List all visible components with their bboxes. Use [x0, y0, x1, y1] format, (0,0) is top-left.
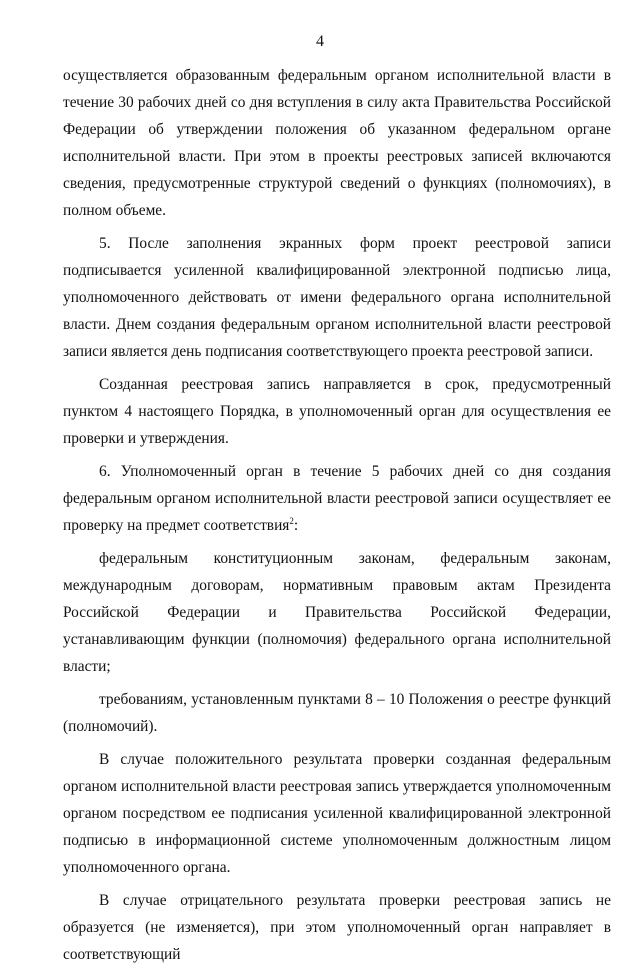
paragraph-item-5: 5. После заполнения экранных форм проект реестровой записи подписывается усиленной квалифицированной электронной подписью лица, уполномоченного действовать от имени федерального органа исполнительной власти. Днем создания федеральным органом исполнительной власти реестровой записи является день подписания соответствующего проекта реестровой записи.: [63, 235, 611, 360]
footnote-marker: 2: [289, 515, 294, 526]
paragraph-requirements: требованиям, установленным пунктами 8 – 10 Положения о реестре функций (полномочий).: [63, 691, 611, 735]
document-body: [63, 62, 611, 974]
paragraph-continuation: осуществляется образованным федеральным органом исполнительной власти в течение 30 рабочих дней со дня вступления в силу акта Правительства Российской Федерации об утверждении положения об указанном федеральном органе исполнительной власти. При этом в проекты реестровых записей включаются сведения, предусмотренные структурой сведений о функциях (полномочиях), в полном объеме.: [63, 67, 611, 219]
paragraph-item-6-colon: :: [293, 517, 299, 534]
paragraph-item-6: [63, 458, 611, 539]
paragraph-created-record: Созданная реестровая запись направляется в срок, предусмотренный пунктом 4 настоящего Порядка, в уполномоченный орган для осуществления ее проверки и утверждения.: [63, 376, 611, 447]
page-number: 4: [316, 33, 324, 50]
paragraph-positive-result: В случае положительного результата проверки созданная федеральным органом исполнительной власти реестровая запись утверждается уполномоченным органом посредством ее подписания усиленной квалифицированной электронной подписью в информационной системе уполномоченным должностным лицом уполномоченного органа.: [63, 751, 611, 876]
paragraph-negative-result: В случае отрицательного результата проверки реестровая запись не образуется (не изменяется), при этом уполномоченный орган направляет в соответствующий: [63, 892, 611, 963]
paragraph-item-6-text: 6. Уполномоченный орган в течение 5 рабочих дней со дня создания федеральным органом исполнительной власти реестровой записи осуществляет ее проверку на предмет соответствия: [63, 463, 611, 534]
paragraph-federal-laws: федеральным конституционным законам, федеральным законам, международным договорам, нормативным правовым актам Президента Российской Федерации и Правительства Российской Федерации, устанавливающим функции (полномочия) федерального органа исполнительной власти;: [63, 550, 611, 675]
